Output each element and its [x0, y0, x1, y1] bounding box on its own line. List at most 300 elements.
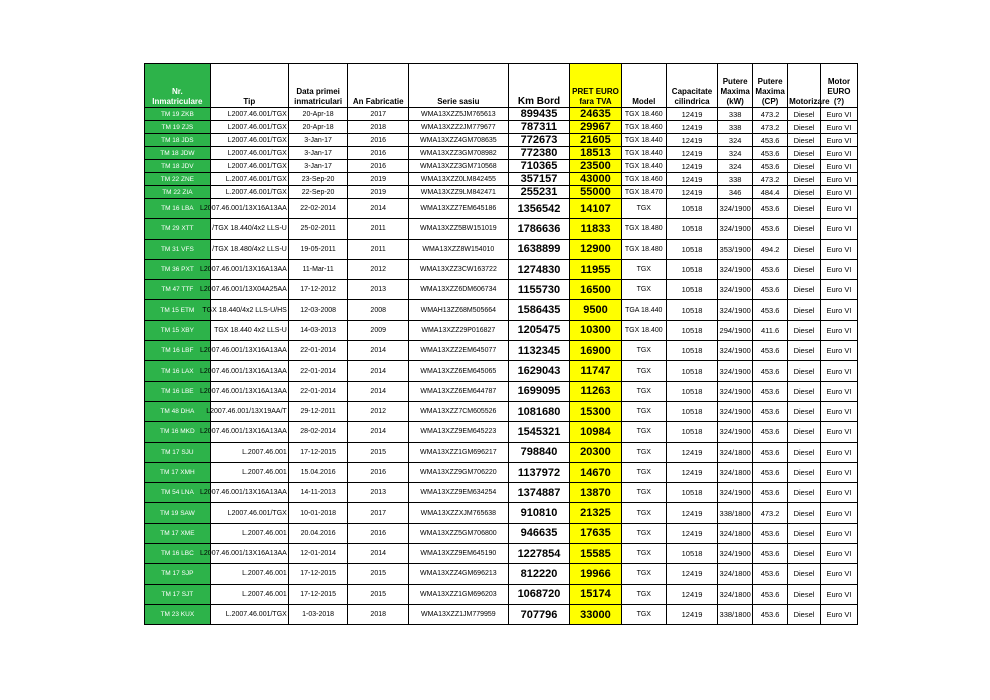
cell-serie-sasiu: WMA13XZZ4GM708635 [409, 134, 509, 147]
cell-tip: L2007.46.001/TGX [210, 147, 288, 160]
cell-tip: L.2007.46.001 [210, 584, 288, 604]
cell-putere-kw: 324/1800 [718, 462, 753, 482]
cell-serie-sasiu: WMA13XZZ3GM710568 [409, 160, 509, 173]
cell-model: TGX 18.440 [621, 134, 666, 147]
cell-pret: 43000 [570, 173, 621, 186]
cell-an-fabricatie: 2015 [348, 564, 409, 584]
cell-model: TGA 18.440 [621, 300, 666, 320]
cell-putere-cp: 453.6 [753, 462, 788, 482]
cell-putere-kw: 324/1900 [718, 219, 753, 239]
cell-model: TGX 18.400 [621, 320, 666, 340]
table-row [145, 483, 858, 503]
cell-serie-sasiu: WMA13XZZ6EM645065 [409, 361, 509, 381]
cell-motor-euro: Euro VI [820, 199, 857, 219]
cell-km-bord: 946635 [508, 523, 570, 543]
cell-capacitate: 12419 [666, 134, 717, 147]
cell-data-inmatriculare: 14-11-2013 [288, 483, 348, 503]
cell-pret: 23500 [570, 160, 621, 173]
cell-putere-cp: 453.6 [753, 361, 788, 381]
cell-km-bord: 899435 [508, 108, 570, 121]
cell-putere-cp: 473.2 [753, 108, 788, 121]
cell-tip: TGX 18.440/4x2 LLS-U/HS [210, 300, 288, 320]
cell-km-bord: 357157 [508, 173, 570, 186]
cell-pret: 11833 [570, 219, 621, 239]
cell-motorizare: Diesel [788, 186, 821, 199]
cell-nr-inmatriculare: TM 15 XBY [145, 320, 211, 340]
cell-serie-sasiu: WMA13XZZ9EM634254 [409, 483, 509, 503]
cell-model: TGX [621, 259, 666, 279]
cell-capacitate: 12419 [666, 160, 717, 173]
cell-an-fabricatie: 2017 [348, 503, 409, 523]
cell-motorizare: Diesel [788, 544, 821, 564]
cell-nr-inmatriculare: TM 16 LAX [145, 361, 211, 381]
cell-km-bord: 707796 [508, 604, 570, 624]
cell-capacitate: 10518 [666, 199, 717, 219]
cell-km-bord: 798840 [508, 442, 570, 462]
cell-model: TGX [621, 584, 666, 604]
cell-pret: 33000 [570, 604, 621, 624]
cell-capacitate: 12419 [666, 523, 717, 543]
cell-capacitate: 12419 [666, 584, 717, 604]
cell-tip: TGX 18.480/4x2 LLS-U/ [210, 239, 288, 259]
cell-motor-euro: Euro VI [820, 584, 857, 604]
cell-putere-cp: 453.6 [753, 442, 788, 462]
cell-nr-inmatriculare: TM 17 SJT [145, 584, 211, 604]
table-row [145, 121, 858, 134]
cell-an-fabricatie: 2014 [348, 422, 409, 442]
header-row [145, 64, 858, 108]
header-data-primei-inmatriculari: Data primei inmatriculari [288, 64, 348, 108]
cell-tip: L2007.46.001/TGX [210, 108, 288, 121]
cell-nr-inmatriculare: TM 16 MKD [145, 422, 211, 442]
cell-motor-euro: Euro VI [820, 239, 857, 259]
cell-serie-sasiu: WMA13XZZ4GM696213 [409, 564, 509, 584]
cell-model: TGX [621, 523, 666, 543]
table-row [145, 300, 858, 320]
cell-km-bord: 1545321 [508, 422, 570, 442]
cell-an-fabricatie: 2014 [348, 361, 409, 381]
cell-an-fabricatie: 2016 [348, 160, 409, 173]
cell-tip: L2007.46.001/13X04A25AA [210, 280, 288, 300]
cell-pret: 19966 [570, 564, 621, 584]
cell-putere-kw: 324/1800 [718, 584, 753, 604]
cell-motor-euro: Euro VI [820, 219, 857, 239]
cell-putere-kw: 324/1900 [718, 381, 753, 401]
cell-an-fabricatie: 2019 [348, 173, 409, 186]
cell-tip: L.2007.46.001 [210, 462, 288, 482]
cell-capacitate: 12419 [666, 462, 717, 482]
cell-pret: 11955 [570, 259, 621, 279]
cell-motorizare: Diesel [788, 280, 821, 300]
cell-km-bord: 1374887 [508, 483, 570, 503]
cell-km-bord: 1629043 [508, 361, 570, 381]
cell-motor-euro: Euro VI [820, 300, 857, 320]
cell-serie-sasiu: WMA13XZZ2JM779677 [409, 121, 509, 134]
cell-serie-sasiu: WMA13XZZ7EM645186 [409, 199, 509, 219]
cell-serie-sasiu: WMA13XZZ9LM842471 [409, 186, 509, 199]
cell-data-inmatriculare: 17-12-2015 [288, 442, 348, 462]
cell-nr-inmatriculare: TM 16 LBF [145, 341, 211, 361]
cell-motorizare: Diesel [788, 584, 821, 604]
cell-model: TGX [621, 199, 666, 219]
cell-data-inmatriculare: 14-03-2013 [288, 320, 348, 340]
table-row [145, 422, 858, 442]
cell-nr-inmatriculare: TM 22 ZIA [145, 186, 211, 199]
cell-data-inmatriculare: 22-01-2014 [288, 361, 348, 381]
cell-motor-euro: Euro VI [820, 186, 857, 199]
table-row [145, 503, 858, 523]
cell-an-fabricatie: 2014 [348, 381, 409, 401]
cell-capacitate: 10518 [666, 422, 717, 442]
cell-an-fabricatie: 2009 [348, 320, 409, 340]
table-row [145, 442, 858, 462]
cell-km-bord: 1155730 [508, 280, 570, 300]
cell-motorizare: Diesel [788, 239, 821, 259]
cell-serie-sasiu: WMA13XZZ3CW163722 [409, 259, 509, 279]
cell-km-bord: 1081680 [508, 401, 570, 421]
cell-putere-kw: 324/1900 [718, 422, 753, 442]
cell-putere-cp: 411.6 [753, 320, 788, 340]
cell-data-inmatriculare: 3-Jan-17 [288, 160, 348, 173]
cell-putere-kw: 338 [718, 108, 753, 121]
cell-an-fabricatie: 2015 [348, 442, 409, 462]
cell-km-bord: 1699095 [508, 381, 570, 401]
cell-data-inmatriculare: 22-Sep-20 [288, 186, 348, 199]
cell-serie-sasiu: WMA13XZZ8W154010 [409, 239, 509, 259]
cell-serie-sasiu: WMA13XZZXJM765638 [409, 503, 509, 523]
cell-motorizare: Diesel [788, 259, 821, 279]
cell-tip: L2007.46.001/13X16A13AA [210, 259, 288, 279]
cell-nr-inmatriculare: TM 17 XME [145, 523, 211, 543]
cell-capacitate: 10518 [666, 483, 717, 503]
cell-an-fabricatie: 2015 [348, 584, 409, 604]
cell-km-bord: 1586435 [508, 300, 570, 320]
header-serie-sasiu: Serie sasiu [409, 64, 509, 108]
cell-pret: 14107 [570, 199, 621, 219]
cell-serie-sasiu: WMA13XZZ3GM708982 [409, 147, 509, 160]
cell-pret: 13870 [570, 483, 621, 503]
cell-an-fabricatie: 2013 [348, 483, 409, 503]
cell-data-inmatriculare: 12-01-2014 [288, 544, 348, 564]
cell-km-bord: 772380 [508, 147, 570, 160]
cell-putere-kw: 324/1900 [718, 544, 753, 564]
cell-data-inmatriculare: 29-12-2011 [288, 401, 348, 421]
cell-data-inmatriculare: 17-12-2015 [288, 564, 348, 584]
cell-nr-inmatriculare: TM 16 LBE [145, 381, 211, 401]
cell-model: TGX [621, 361, 666, 381]
cell-an-fabricatie: 2012 [348, 259, 409, 279]
cell-model: TGX [621, 442, 666, 462]
header-motor-euro: Motor EURO (?) [820, 64, 857, 108]
cell-putere-cp: 453.6 [753, 381, 788, 401]
cell-motorizare: Diesel [788, 564, 821, 584]
cell-motorizare: Diesel [788, 604, 821, 624]
cell-pret: 15300 [570, 401, 621, 421]
cell-motor-euro: Euro VI [820, 280, 857, 300]
cell-pret: 11263 [570, 381, 621, 401]
cell-data-inmatriculare: 1-03-2018 [288, 604, 348, 624]
cell-tip: L2007.46.001/TGX [210, 160, 288, 173]
cell-putere-cp: 453.6 [753, 134, 788, 147]
table-row [145, 160, 858, 173]
cell-an-fabricatie: 2014 [348, 341, 409, 361]
cell-putere-kw: 324/1900 [718, 300, 753, 320]
cell-pret: 18513 [570, 147, 621, 160]
cell-pret: 10984 [570, 422, 621, 442]
cell-an-fabricatie: 2008 [348, 300, 409, 320]
cell-capacitate: 10518 [666, 381, 717, 401]
cell-putere-cp: 453.6 [753, 483, 788, 503]
table-row [145, 147, 858, 160]
cell-motor-euro: Euro VI [820, 503, 857, 523]
cell-motorizare: Diesel [788, 381, 821, 401]
cell-putere-kw: 338/1800 [718, 503, 753, 523]
cell-motorizare: Diesel [788, 173, 821, 186]
cell-pret: 24635 [570, 108, 621, 121]
cell-motorizare: Diesel [788, 219, 821, 239]
table-row [145, 361, 858, 381]
cell-capacitate: 12419 [666, 604, 717, 624]
cell-an-fabricatie: 2016 [348, 462, 409, 482]
truck-inventory-table [144, 63, 858, 625]
header-putere-cp: Putere Maxima (CP) [753, 64, 788, 108]
table-row [145, 341, 858, 361]
cell-motorizare: Diesel [788, 147, 821, 160]
cell-motorizare: Diesel [788, 442, 821, 462]
cell-motor-euro: Euro VI [820, 564, 857, 584]
cell-capacitate: 10518 [666, 341, 717, 361]
cell-putere-cp: 453.6 [753, 280, 788, 300]
cell-nr-inmatriculare: TM 29 XTT [145, 219, 211, 239]
cell-nr-inmatriculare: TM 36 PXT [145, 259, 211, 279]
cell-data-inmatriculare: 19-05-2011 [288, 239, 348, 259]
cell-model: TGX 18.480 [621, 219, 666, 239]
cell-model: TGX 18.460 [621, 173, 666, 186]
cell-putere-cp: 453.6 [753, 401, 788, 421]
cell-nr-inmatriculare: TM 15 ETM [145, 300, 211, 320]
cell-capacitate: 12419 [666, 173, 717, 186]
cell-tip: L2007.46.001/13X16A13AA [210, 381, 288, 401]
cell-motorizare: Diesel [788, 320, 821, 340]
cell-motorizare: Diesel [788, 108, 821, 121]
cell-pret: 15585 [570, 544, 621, 564]
cell-pret: 16900 [570, 341, 621, 361]
cell-data-inmatriculare: 15.04.2016 [288, 462, 348, 482]
cell-putere-cp: 473.2 [753, 503, 788, 523]
cell-nr-inmatriculare: TM 23 KUX [145, 604, 211, 624]
cell-an-fabricatie: 2016 [348, 147, 409, 160]
cell-putere-kw: 324/1900 [718, 361, 753, 381]
header-putere-kw: Putere Maxima (kW) [718, 64, 753, 108]
cell-capacitate: 10518 [666, 544, 717, 564]
cell-data-inmatriculare: 20.04.2016 [288, 523, 348, 543]
table-row [145, 280, 858, 300]
cell-nr-inmatriculare: TM 19 ZJS [145, 121, 211, 134]
cell-data-inmatriculare: 20-Apr-18 [288, 108, 348, 121]
cell-an-fabricatie: 2018 [348, 121, 409, 134]
cell-motorizare: Diesel [788, 503, 821, 523]
cell-putere-kw: 346 [718, 186, 753, 199]
cell-motorizare: Diesel [788, 341, 821, 361]
table-row [145, 604, 858, 624]
cell-motorizare: Diesel [788, 483, 821, 503]
cell-nr-inmatriculare: TM 17 SJU [145, 442, 211, 462]
cell-capacitate: 12419 [666, 108, 717, 121]
cell-pret: 11747 [570, 361, 621, 381]
cell-putere-kw: 338 [718, 121, 753, 134]
cell-capacitate: 12419 [666, 147, 717, 160]
cell-motorizare: Diesel [788, 361, 821, 381]
cell-capacitate: 12419 [666, 564, 717, 584]
cell-putere-kw: 324 [718, 134, 753, 147]
cell-serie-sasiu: WMA13XZZ9EM645223 [409, 422, 509, 442]
cell-putere-kw: 294/1900 [718, 320, 753, 340]
cell-putere-cp: 484.4 [753, 186, 788, 199]
cell-serie-sasiu: WMA13XZZ9EM645190 [409, 544, 509, 564]
cell-putere-kw: 324 [718, 160, 753, 173]
cell-serie-sasiu: WMAH13ZZ68M505664 [409, 300, 509, 320]
cell-pret: 21605 [570, 134, 621, 147]
cell-pret: 16500 [570, 280, 621, 300]
cell-model: TGX 18.440 [621, 160, 666, 173]
table-body [145, 108, 858, 625]
cell-km-bord: 1132345 [508, 341, 570, 361]
cell-capacitate: 12419 [666, 121, 717, 134]
cell-nr-inmatriculare: TM 22 ZNE [145, 173, 211, 186]
cell-motorizare: Diesel [788, 300, 821, 320]
cell-capacitate: 10518 [666, 361, 717, 381]
cell-tip: L2007.46.001/TGX [210, 503, 288, 523]
cell-motor-euro: Euro VI [820, 604, 857, 624]
cell-serie-sasiu: WMA13XZZ29P016827 [409, 320, 509, 340]
cell-an-fabricatie: 2014 [348, 544, 409, 564]
cell-motor-euro: Euro VI [820, 147, 857, 160]
cell-motorizare: Diesel [788, 199, 821, 219]
cell-km-bord: 787311 [508, 121, 570, 134]
table-row [145, 199, 858, 219]
cell-putere-kw: 324/1800 [718, 442, 753, 462]
cell-serie-sasiu: WMA13XZZ5GM706800 [409, 523, 509, 543]
cell-tip: L2007.46.001/13X16A13AA [210, 544, 288, 564]
cell-serie-sasiu: WMA13XZZ2EM645077 [409, 341, 509, 361]
cell-km-bord: 772673 [508, 134, 570, 147]
header-an-fabricatie: An Fabricatie [348, 64, 409, 108]
cell-motor-euro: Euro VI [820, 483, 857, 503]
cell-putere-kw: 338 [718, 173, 753, 186]
cell-putere-cp: 453.6 [753, 604, 788, 624]
cell-an-fabricatie: 2016 [348, 134, 409, 147]
cell-an-fabricatie: 2013 [348, 280, 409, 300]
cell-putere-cp: 453.6 [753, 160, 788, 173]
cell-an-fabricatie: 2017 [348, 108, 409, 121]
cell-tip: L2007.46.001/13X16A13AA [210, 361, 288, 381]
cell-km-bord: 1137972 [508, 462, 570, 482]
cell-km-bord: 255231 [508, 186, 570, 199]
cell-nr-inmatriculare: TM 18 JDV [145, 160, 211, 173]
cell-model: TGX [621, 401, 666, 421]
cell-motorizare: Diesel [788, 121, 821, 134]
cell-pret: 17635 [570, 523, 621, 543]
cell-motorizare: Diesel [788, 134, 821, 147]
cell-putere-cp: 453.6 [753, 219, 788, 239]
cell-capacitate: 10518 [666, 320, 717, 340]
table-row [145, 564, 858, 584]
cell-putere-kw: 324/1800 [718, 564, 753, 584]
cell-motor-euro: Euro VI [820, 320, 857, 340]
cell-capacitate: 10518 [666, 401, 717, 421]
cell-data-inmatriculare: 23-Sep-20 [288, 173, 348, 186]
cell-serie-sasiu: WMA13XZZ6DM606734 [409, 280, 509, 300]
table-row [145, 134, 858, 147]
cell-motor-euro: Euro VI [820, 462, 857, 482]
cell-tip: L.2007.46.001/TGX [210, 186, 288, 199]
cell-motor-euro: Euro VI [820, 523, 857, 543]
cell-putere-cp: 453.6 [753, 544, 788, 564]
cell-motor-euro: Euro VI [820, 160, 857, 173]
table-row [145, 173, 858, 186]
cell-nr-inmatriculare: TM 17 XMH [145, 462, 211, 482]
cell-nr-inmatriculare: TM 54 LNA [145, 483, 211, 503]
cell-data-inmatriculare: 20-Apr-18 [288, 121, 348, 134]
table-row [145, 108, 858, 121]
cell-model: TGX 18.480 [621, 239, 666, 259]
cell-tip: L.2007.46.001/TGX [210, 173, 288, 186]
cell-putere-kw: 324 [718, 147, 753, 160]
cell-km-bord: 710365 [508, 160, 570, 173]
cell-tip: L2007.46.001/13X19AA/T [210, 401, 288, 421]
cell-data-inmatriculare: 17-12-2012 [288, 280, 348, 300]
cell-an-fabricatie: 2019 [348, 186, 409, 199]
cell-putere-cp: 473.2 [753, 121, 788, 134]
cell-pret: 10300 [570, 320, 621, 340]
cell-putere-kw: 324/1900 [718, 199, 753, 219]
cell-model: TGX [621, 280, 666, 300]
cell-pret: 9500 [570, 300, 621, 320]
cell-data-inmatriculare: 3-Jan-17 [288, 134, 348, 147]
cell-serie-sasiu: WMA13XZZ0LM842455 [409, 173, 509, 186]
cell-an-fabricatie: 2014 [348, 199, 409, 219]
table-row [145, 584, 858, 604]
cell-nr-inmatriculare: TM 18 JDW [145, 147, 211, 160]
cell-data-inmatriculare: 11-Mar-11 [288, 259, 348, 279]
cell-motor-euro: Euro VI [820, 401, 857, 421]
cell-model: TGX 18.440 [621, 147, 666, 160]
cell-capacitate: 10518 [666, 239, 717, 259]
table-row [145, 523, 858, 543]
cell-km-bord: 1205475 [508, 320, 570, 340]
cell-putere-cp: 453.6 [753, 341, 788, 361]
cell-model: TGX 18.460 [621, 108, 666, 121]
cell-motor-euro: Euro VI [820, 259, 857, 279]
cell-motor-euro: Euro VI [820, 121, 857, 134]
cell-km-bord: 1068720 [508, 584, 570, 604]
cell-data-inmatriculare: 22-02-2014 [288, 199, 348, 219]
table-row [145, 381, 858, 401]
cell-km-bord: 910810 [508, 503, 570, 523]
cell-putere-kw: 324/1900 [718, 341, 753, 361]
cell-putere-kw: 353/1900 [718, 239, 753, 259]
cell-capacitate: 10518 [666, 259, 717, 279]
cell-capacitate: 10518 [666, 300, 717, 320]
cell-data-inmatriculare: 28-02-2014 [288, 422, 348, 442]
cell-tip: L.2007.46.001 [210, 442, 288, 462]
cell-nr-inmatriculare: TM 47 TTF [145, 280, 211, 300]
cell-serie-sasiu: WMA13XZZ6EM644787 [409, 381, 509, 401]
cell-putere-cp: 453.6 [753, 199, 788, 219]
table-row [145, 401, 858, 421]
cell-tip: L2007.46.001/TGX [210, 134, 288, 147]
cell-model: TGX [621, 422, 666, 442]
